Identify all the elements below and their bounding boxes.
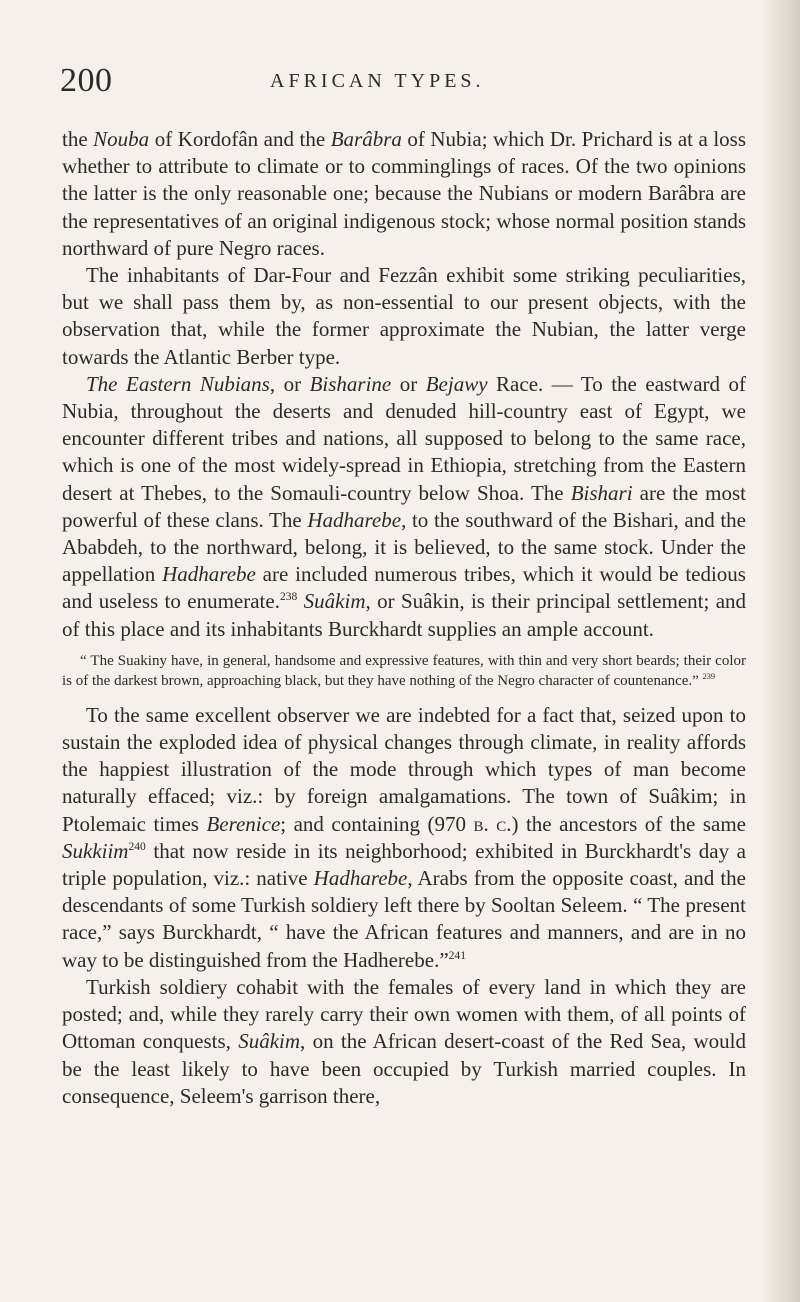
- text-run: Race. — To the eastward of Nubia, throughout the deserts and denuded hill-country east of Egypt, we encounter different tribes and nations, all supposed to belong to the same race, which is one of the most widely-spread in Ethiopia, stretching from the Eastern desert at Thebes, to the Somauli-country below Shoa. The: [62, 371, 746, 505]
- text-run: , or Suâkin, is their principal settlement; and of this place and its inhabitants Burckhardt supplies an ample account.: [62, 589, 747, 641]
- italic-term: The Eastern Nubians: [86, 371, 270, 396]
- text-run: , on the African desert-coast of the Red Sea, would be the least likely to have been occupied by Turkish married couples. In consequence, Seleem's garrison there,: [62, 1029, 746, 1108]
- text-run: Turkish soldiery cohabit with the females of every land in which they are posted; and, while they rarely carry their own women with them, of all points of Ottoman conquests,: [62, 974, 746, 1054]
- italic-term: Bejawy: [425, 371, 488, 396]
- paragraph: [62, 126, 746, 262]
- page-header: [60, 56, 750, 104]
- italic-term: Bisharine: [309, 371, 392, 396]
- footnote-ref: 241: [448, 949, 466, 962]
- italic-term: Barâbra: [330, 127, 402, 151]
- paragraph: [62, 702, 746, 974]
- text-run: are included numerous tribes, which it would be tedious and useless to enumerate.: [62, 562, 746, 614]
- text-run: ; and containing (970: [280, 811, 474, 836]
- text-run: “ The Suakiny have, in general, handsome and expressive features, with thin and very short beards; their color is of the darkest brown, approaching black, but they have nothing of the Negro character of countenance.”: [62, 652, 746, 690]
- text-run: , to the southward of the Bishari, and the Ababdeh, to the northward, belong, it is believed, to the same stock. Under the appellation: [62, 507, 746, 587]
- italic-term: Hadharebe: [307, 507, 402, 532]
- footnote-ref: 239: [702, 672, 715, 682]
- text-run: To the same excellent observer we are indebted for a fact that, seized upon to sustain the exploded idea of physical changes through climate, in reality affords the happiest illustration of the mode through which types of man become naturally effaced; viz.: by foreign amalgamations. The town of Suâkim; in Ptolemaic times: [62, 702, 746, 836]
- text-run: are the most powerful of these clans. The: [62, 480, 746, 532]
- text-run: ) the ancestors of the same: [511, 811, 746, 836]
- italic-term: Suâkim: [238, 1029, 301, 1054]
- text-run: The inhabitants of Dar-Four and Fezzân exhibit some striking peculiarities, but we shall pass them by, as non-essential to our present objects, with the observation that, while the former approximate the Nubian, the latter verge towards the Atlantic Berber type.: [62, 263, 746, 369]
- footnote-ref: 238: [279, 591, 298, 604]
- italic-term: Hadharebe: [162, 562, 256, 587]
- italic-term: Bishari: [570, 480, 633, 505]
- paragraph: [62, 262, 746, 371]
- running-title: AFRICAN TYPES.: [270, 70, 485, 92]
- text-run: , Arabs from the opposite coast, and the descendants of some Turkish soldiery left there by Sooltan Seleem. “ The present race,” says Burckhardt, “ have the African features and manners, and are in no way to be distinguished from the Hadherebe.”: [62, 866, 746, 972]
- italic-term: Nouba: [93, 127, 150, 151]
- text-run: of Nubia; which Dr. Prichard is at a loss whether to attribute to climate or to comminglings of races. Of the two opinions the latter is the only reasonable one; because the Nubians or modern Barâbra are the representatives of an original indigenous stock; whose normal position stands northward of pure Negro races.: [62, 127, 746, 260]
- italic-term: Suâkim: [303, 589, 366, 614]
- block-quote: [62, 651, 746, 692]
- paragraph: [62, 974, 746, 1110]
- text-run: or: [391, 371, 426, 396]
- footnote-ref: 240: [128, 840, 146, 853]
- paragraph: [62, 371, 746, 643]
- text-run: b. c.: [473, 811, 512, 836]
- italic-term: Berenice: [206, 811, 281, 836]
- body-text: [62, 126, 746, 1110]
- text-run: of Kordofân and the: [149, 127, 331, 151]
- text-run: that now reside in its neighborhood; exhibited in Burckhardt's day a triple population, viz.: native: [62, 838, 746, 891]
- page-number: 200: [60, 62, 113, 99]
- page-edge-shadow: [762, 0, 800, 1302]
- text-run: , or: [269, 371, 310, 396]
- italic-term: Sukkiim: [62, 838, 129, 863]
- text-run: the: [62, 127, 94, 151]
- italic-term: Hadharebe: [313, 866, 408, 891]
